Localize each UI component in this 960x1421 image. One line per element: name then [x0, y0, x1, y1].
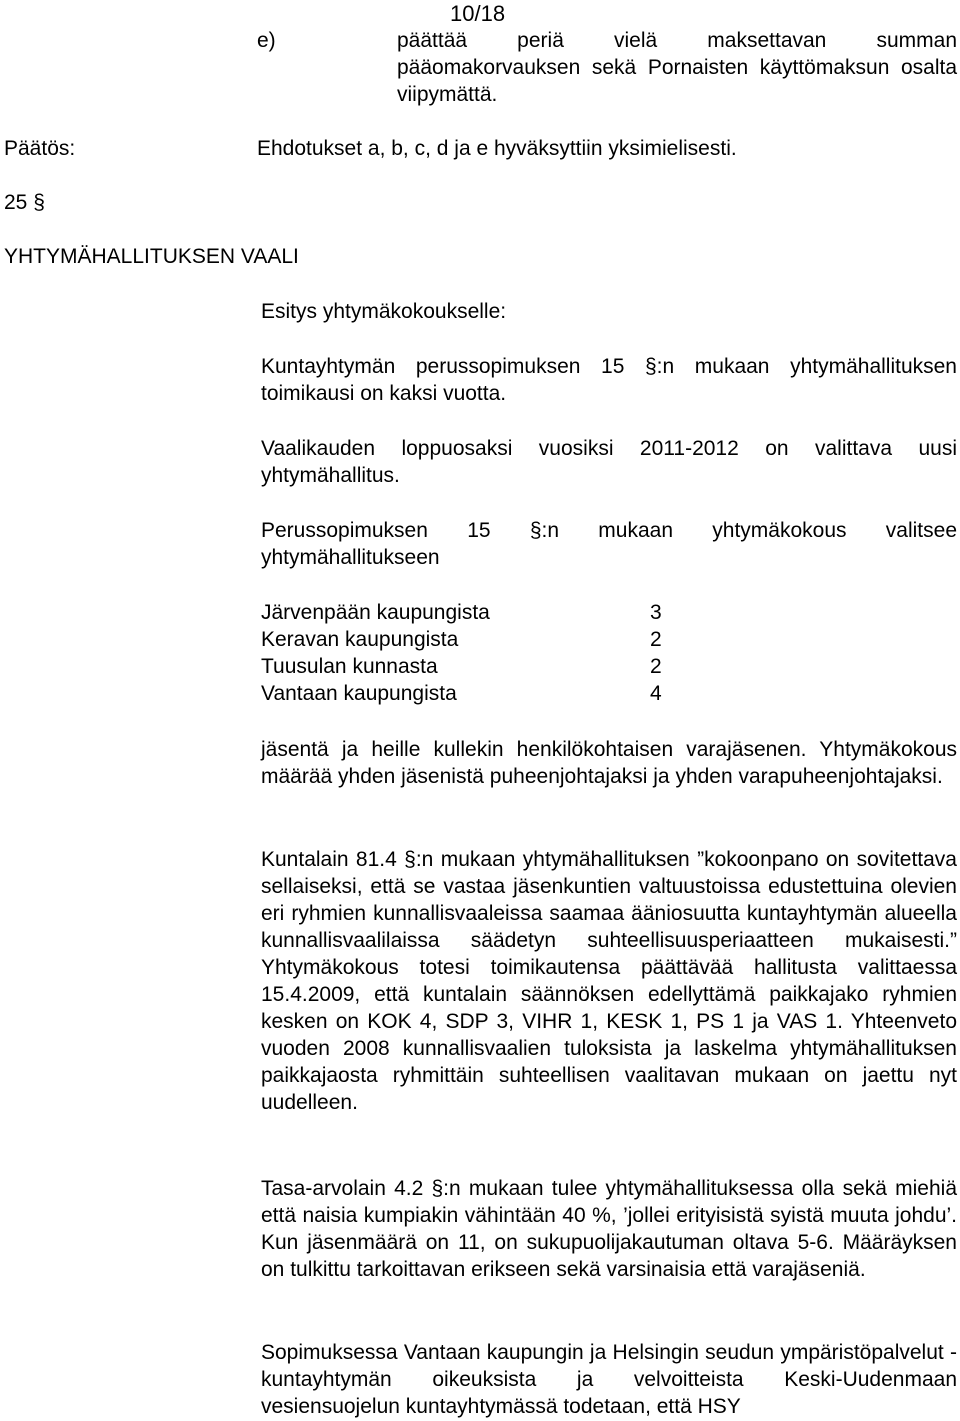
municipality-name: Keravan kaupungista [261, 628, 459, 651]
section-title: YHTYMÄHALLITUKSEN VAALI [4, 245, 299, 268]
member-count: 3 [650, 601, 662, 624]
paragraph-municipal-act: Kuntalain 81.4 §:n mukaan yhtymähallituksen ”kokoonpano on sovitettava sellaiseksi, että se vastaa jäsenkuntien valtuustoissa edustettuina olevien eri ryhmien kunnallisvaaleissa saamaa ääniosuutta kuntayhtymän alueella kunnallisvaalilaissa säädetyn suhteellisuusperiaatteen mukaisesti.” Yhtymäkokous totesi toimikautensa päättävää hallitusta valittaessa 15.4.2009, että kuntalain säännöksen edellyttämä paikkajako ryhmien kesken on KOK 4, SDP 3, VIHR 1, KESK 1, PS 1 ja VAS 1. Yhteenveto vuoden 2008 kunnallisvaalien tuloksista ja laskelma yhtymähallituksen paikkajaosta ryhmittäin suhteellisen vaalitavan mukaan on jaettu nyt uudelleen. [261, 848, 957, 1114]
item-text: päättää periä vielä maksettavan summan pääomakorvauksen sekä Pornaisten käyttömaksun osalta viipymättä. [397, 29, 957, 106]
proposal-heading: Esitys yhtymäkokoukselle: [261, 300, 507, 323]
member-count: 2 [650, 628, 662, 651]
paragraph-basic-agreement: Perussopimuksen 15 §:n mukaan yhtymäkokous valitsee yhtymähallitukseen [261, 519, 957, 569]
decision-label: Päätös: [4, 137, 76, 160]
member-count: 2 [650, 655, 662, 678]
member-count: 4 [650, 682, 662, 705]
item-label: e) [257, 29, 276, 52]
section-number: 25 § [4, 191, 45, 214]
municipality-name: Järvenpään kaupungista [261, 601, 490, 624]
paragraph-term: Kuntayhtymän perussopimuksen 15 §:n mukaan yhtymähallituksen toimikausi on kaksi vuotta. [261, 355, 957, 405]
paragraph-election-period: Vaalikauden loppuosaksi vuosiksi 2011-2012 on valittava uusi yhtymähallitus. [261, 437, 957, 487]
page-number: 10/18 [450, 1, 506, 26]
municipality-name: Tuusulan kunnasta [261, 655, 438, 678]
municipality-name: Vantaan kaupungista [261, 682, 457, 705]
decision-text: Ehdotukset a, b, c, d ja e hyväksyttiin yksimielisesti. [257, 137, 737, 160]
paragraph-members: jäsentä ja heille kullekin henkilökohtaisen varajäsenen. Yhtymäkokous määrää yhden jäsenistä puheenjohtajaksi ja yhden varapuheenjohtajaksi. [261, 738, 957, 788]
paragraph-equality-act: Tasa-arvolain 4.2 §:n mukaan tulee yhtymähallituksessa olla sekä miehiä että naisia kumpiakin vähintään 40 %, ’jollei erityisistä syistä muuta johdu’. Kun jäsenmäärä on 11, on sukupuolijakautuman oltava 5-6. Määräyksen on tulkittu tarkoittavan erikseen sekä varsinaisia että varajäseniä. [261, 1177, 957, 1281]
paragraph-agreement: Sopimuksessa Vantaan kaupungin ja Helsingin seudun ympäristöpalvelut -kuntayhtymän oikeuksista ja velvoitteista Keski-Uudenmaan vesiensuojelun kuntayhtymässä todetaan, että HSY [261, 1341, 957, 1418]
